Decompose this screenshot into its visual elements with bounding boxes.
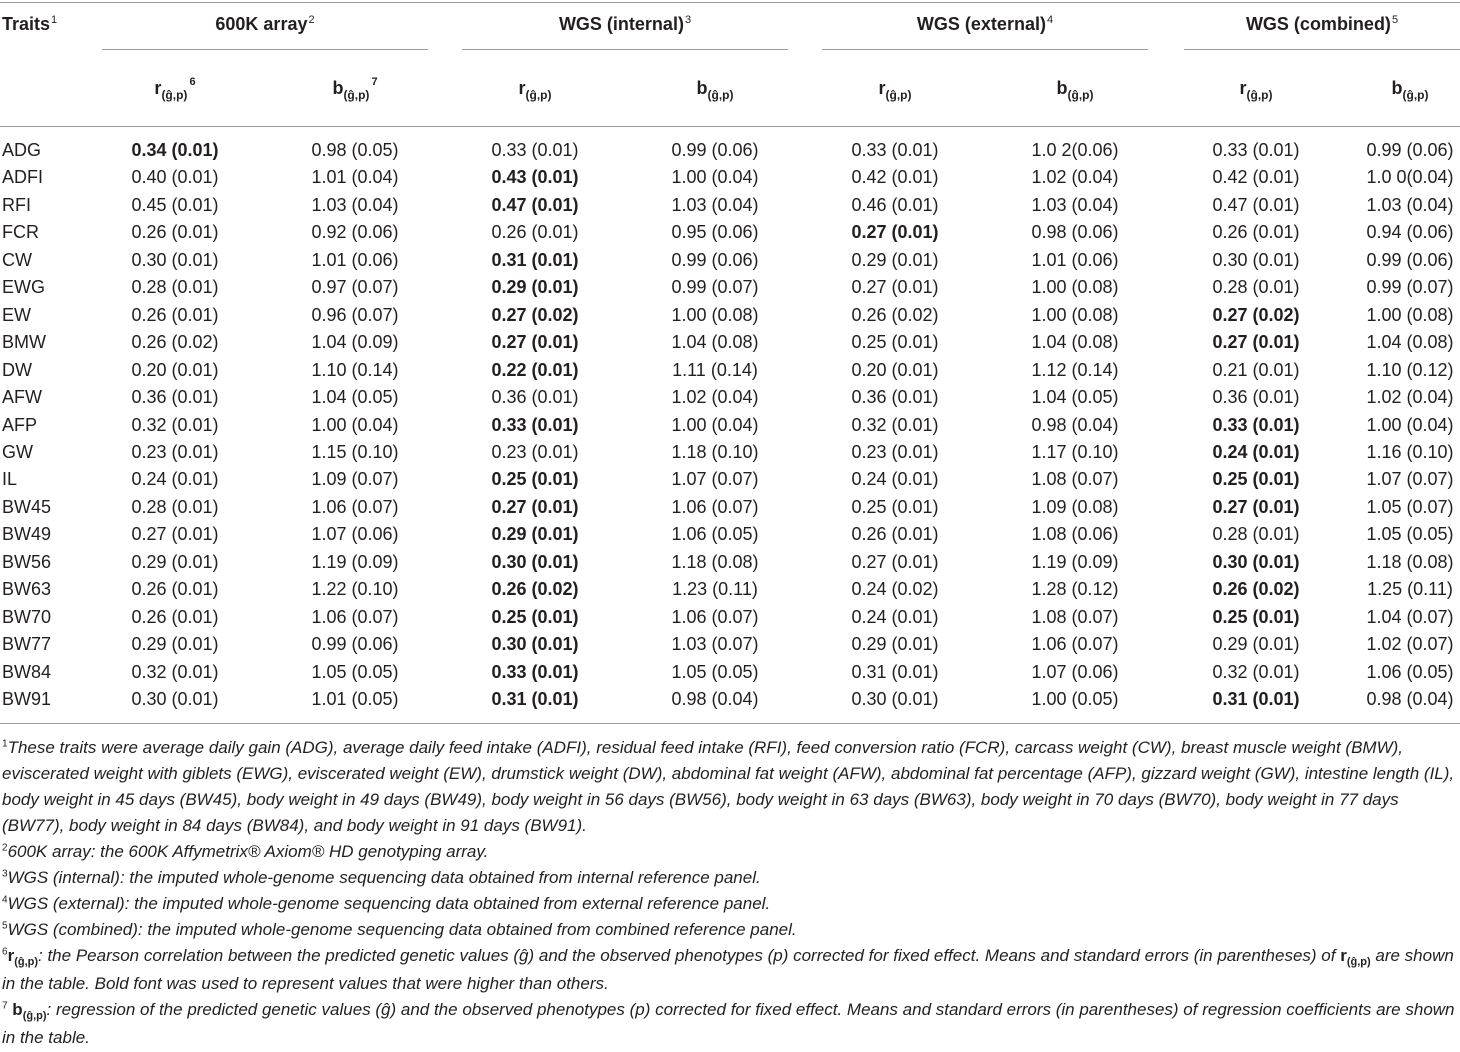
table-cell: 1.19 (0.09): [1031, 551, 1119, 572]
table-cell: 0.98 (0.04): [1366, 689, 1454, 709]
table-cell: 0.99 (0.07): [1366, 277, 1454, 298]
b-header-4: $b_{(ĝ,p)}$: [1391, 78, 1429, 102]
table-row: [0, 167, 1460, 194]
trait-name: ADG: [2, 140, 42, 160]
trait-name: IL: [2, 469, 18, 490]
table-cell: 0.26 (0.02): [851, 304, 939, 325]
table-cell: 1.01 (0.05): [311, 689, 399, 709]
table-cell: 1.06 (0.05): [671, 524, 759, 545]
group-underline-wgs-internal: [462, 49, 788, 50]
group-header-wgs-internal: WGS (internal)$^3$: [558, 14, 692, 34]
trait-name: CW: [2, 249, 32, 270]
table-cell: 1.02 (0.04): [671, 387, 759, 408]
table-cell: 0.33 (0.01): [1212, 414, 1300, 435]
table-cell: 0.32 (0.01): [1212, 661, 1300, 682]
table-row: [0, 140, 1460, 167]
table-cell: 0.99 (0.06): [671, 249, 759, 270]
table-top-rule: [0, 2, 1460, 3]
trait-name: BW63: [2, 579, 52, 600]
table-row: [0, 222, 1460, 249]
table-cell: 0.27 (0.01): [1212, 496, 1300, 517]
table-cell: 1.16 (0.10): [1366, 441, 1454, 462]
table-cell: 0.23 (0.01): [131, 441, 219, 462]
table-cell: 1.03 (0.04): [1031, 194, 1119, 215]
table-cell: 0.30 (0.01): [131, 689, 219, 709]
table-row: [0, 689, 1460, 716]
trait-name: ADFI: [2, 167, 44, 188]
table-cell: 0.29 (0.01): [131, 634, 219, 655]
table-cell: 0.27 (0.01): [491, 332, 579, 353]
table-cell: 1.08 (0.07): [1031, 606, 1119, 627]
table-cell: 1.01 (0.04): [311, 167, 399, 188]
table-cell: 1.04 (0.08): [1031, 332, 1119, 353]
table-cell: 0.24 (0.02): [851, 579, 939, 600]
table-cell: 0.25 (0.01): [851, 496, 939, 517]
table-row: [0, 552, 1460, 579]
table-row: [0, 415, 1460, 442]
table-cell: 1.07 (0.06): [1031, 661, 1119, 682]
table-cell: 0.26 (0.02): [491, 579, 579, 600]
table-cell: 0.33 (0.01): [491, 140, 579, 160]
table-cell: 0.25 (0.01): [851, 332, 939, 353]
table-cell: 0.27 (0.01): [851, 551, 939, 572]
trait-name: EWG: [2, 277, 45, 298]
table-cell: 0.30 (0.01): [1212, 551, 1300, 572]
table-row: [0, 387, 1460, 414]
trait-name: EW: [2, 304, 31, 325]
table-cell: 1.00 (0.08): [1031, 277, 1119, 298]
footnote-4: $^4$WGS (external): the imputed whole-genome sequencing data obtained from external reference panel.: [2, 894, 771, 913]
table-cell: 0.29 (0.01): [131, 551, 219, 572]
trait-name: AFP: [2, 414, 38, 435]
table-cell: 0.97 (0.07): [311, 277, 399, 298]
table-cell: 1.0 0(0.04): [1366, 167, 1454, 188]
table-cell: 1.07 (0.07): [1366, 469, 1454, 490]
trait-name: BW77: [2, 634, 52, 655]
table-cell: 0.31 (0.01): [1212, 689, 1300, 709]
table-cell: 1.06 (0.07): [671, 496, 759, 517]
table-cell: 0.24 (0.01): [851, 606, 939, 627]
table-cell: 1.04 (0.05): [1031, 387, 1119, 408]
table-cell: 1.05 (0.05): [311, 661, 399, 682]
trait-name: GW: [2, 441, 33, 462]
table-cell: 0.26 (0.01): [491, 222, 579, 243]
table-cell: 1.07 (0.07): [671, 469, 759, 490]
table-row: [0, 305, 1460, 332]
table-cell: 0.31 (0.01): [491, 689, 579, 709]
trait-name: DW: [2, 359, 32, 380]
table-cell: 1.06 (0.07): [1031, 634, 1119, 655]
table-cell: 0.36 (0.01): [491, 387, 579, 408]
table-cell: 0.29 (0.01): [851, 249, 939, 270]
table-cell: 0.20 (0.01): [131, 359, 219, 380]
table-cell: 0.33 (0.01): [1212, 140, 1300, 160]
table-cell: 1.02 (0.07): [1366, 634, 1454, 655]
footnote-3: $^3$WGS (internal): the imputed whole-genome sequencing data obtained from internal reference panel.: [2, 868, 761, 887]
table-cell: 0.26 (0.02): [1212, 579, 1300, 600]
table-cell: 0.25 (0.01): [1212, 606, 1300, 627]
r-header-3: $r_{(ĝ,p)}$: [878, 78, 912, 102]
table-cell: 0.33 (0.01): [851, 140, 939, 160]
table-cell: 0.25 (0.01): [491, 606, 579, 627]
table-cell: 0.31 (0.01): [491, 249, 579, 270]
table-cell: 1.09 (0.08): [1031, 496, 1119, 517]
table-cell: 1.00 (0.05): [1031, 689, 1119, 709]
table-cell: 0.31 (0.01): [851, 661, 939, 682]
table-cell: 0.29 (0.01): [491, 277, 579, 298]
table-cell: 1.25 (0.11): [1367, 579, 1453, 600]
table-cell: 0.42 (0.01): [1212, 167, 1300, 188]
table-cell: 0.98 (0.04): [1031, 414, 1119, 435]
table-cell: 1.03 (0.07): [671, 634, 759, 655]
footnote-1: $^1$These traits were average daily gain (ADG), average daily feed intake (ADFI), residual feed intake (RFI), feed conversion ratio (FCR), carcass weight (CW), breast muscle weight (BMW), eviscerated weight with giblets (EWG), eviscerated weight (EW), drumstick weight (DW), abdominal fat weight (AFW), abdominal fat percentage (AFP), gizzard weight (GW), intestine length (IL), body weight in 45 days (BW45), body weight in 49 days (BW49), body weight in 56 days (BW56), body weight in 63 days (BW63), body weight in 70 days (BW70), body weight in 77 days (BW77), body weight in 84 days (BW84), and body weight in 91 days (BW91).: [2, 738, 1455, 835]
group-header-wgs-combined: WGS (combined)$^5$: [1245, 14, 1399, 34]
table-cell: 1.23 (0.11): [672, 579, 758, 600]
table-cell: 0.34 (0.01): [131, 140, 219, 160]
table-cell: 0.45 (0.01): [131, 194, 219, 215]
table-cell: 0.30 (0.01): [851, 689, 939, 709]
table-cell: 1.04 (0.07): [1366, 606, 1454, 627]
table-cell: 0.23 (0.01): [491, 441, 579, 462]
table-cell: 1.01 (0.06): [311, 249, 399, 270]
table-cell: 0.92 (0.06): [311, 222, 399, 243]
table-cell: 0.25 (0.01): [1212, 469, 1300, 490]
table-row: [0, 524, 1460, 551]
table-cell: 1.17 (0.10): [1031, 441, 1119, 462]
group-underline-600k: [102, 49, 428, 50]
table-cell: 0.25 (0.01): [491, 469, 579, 490]
table-cell: 0.30 (0.01): [491, 634, 579, 655]
table-cell: 0.27 (0.02): [491, 304, 579, 325]
table-cell: 0.94 (0.06): [1366, 222, 1454, 243]
table-cell: 0.23 (0.01): [851, 441, 939, 462]
table-cell: 0.26 (0.01): [131, 579, 219, 600]
table-cell: 0.26 (0.01): [131, 304, 219, 325]
table-cell: 1.18 (0.08): [1366, 551, 1454, 572]
table-cell: 1.00 (0.04): [671, 414, 759, 435]
table-cell: 1.08 (0.06): [1031, 524, 1119, 545]
table-cell: 1.02 (0.04): [1031, 167, 1119, 188]
table-row: [0, 662, 1460, 689]
table-cell: 0.24 (0.01): [131, 469, 219, 490]
table-row: [0, 250, 1460, 277]
table-cell: 1.05 (0.05): [671, 661, 759, 682]
table-cell: 1.04 (0.08): [671, 332, 759, 353]
table-row: [0, 469, 1460, 496]
table-cell: 0.24 (0.01): [1212, 441, 1300, 462]
table-cell: 0.33 (0.01): [491, 414, 579, 435]
table-cell: 0.47 (0.01): [1212, 194, 1300, 215]
group-header-600k: 600K array$^2$: [215, 14, 315, 34]
table-cell: 0.42 (0.01): [851, 167, 939, 188]
table-cell: 0.29 (0.01): [1212, 634, 1300, 655]
trait-name: BW45: [2, 496, 52, 517]
table-cell: 0.28 (0.01): [1212, 524, 1300, 545]
footnote-5: $^5$WGS (combined): the imputed whole-genome sequencing data obtained from combined reference panel.: [2, 920, 797, 939]
table-cell: 0.98 (0.05): [311, 140, 399, 160]
table-cell: 0.28 (0.01): [131, 496, 219, 517]
table-cell: 0.24 (0.01): [851, 469, 939, 490]
table-cell: 1.12 (0.14): [1031, 359, 1119, 380]
table-row: [0, 634, 1460, 661]
trait-name: FCR: [2, 222, 39, 243]
trait-name: BW91: [2, 689, 52, 709]
table-cell: 0.99 (0.06): [1366, 249, 1454, 270]
trait-name: BW84: [2, 661, 52, 682]
table-cell: 0.26 (0.01): [131, 606, 219, 627]
table-cell: 1.06 (0.07): [311, 606, 399, 627]
table-cell: 0.46 (0.01): [851, 194, 939, 215]
footnote-7: $^7$ $b_{(ĝ,p)}$: regression of the predicted genetic values (ĝ) and the observed phenotypes (p) corrected for fixed effect. Means and standard errors (in parentheses) of regression coefficients are shown in the table.: [2, 1000, 1455, 1047]
table-cell: 1.01 (0.06): [1031, 249, 1119, 270]
footnote-2: $^2$600K array: the 600K Affymetrix® Axiom® HD genotyping array.: [2, 842, 489, 861]
table-cell: 1.03 (0.04): [311, 194, 399, 215]
table-cell: 0.20 (0.01): [851, 359, 939, 380]
table-cell: 0.30 (0.01): [491, 551, 579, 572]
trait-name: BMW: [2, 332, 46, 353]
table-cell: 1.05 (0.07): [1366, 496, 1454, 517]
table-cell: 0.27 (0.01): [1212, 332, 1300, 353]
table-cell: 1.22 (0.10): [311, 579, 399, 600]
table-row: [0, 277, 1460, 304]
group-underline-wgs-external: [822, 49, 1148, 50]
table-cell: 0.33 (0.01): [491, 661, 579, 682]
table-cell: 0.99 (0.06): [311, 634, 399, 655]
header-bottom-rule: [0, 126, 1460, 127]
table-cell: 0.98 (0.04): [671, 689, 759, 709]
table-row: [0, 332, 1460, 359]
table-cell: 0.32 (0.01): [131, 661, 219, 682]
table-cell: 1.07 (0.06): [311, 524, 399, 545]
table-cell: 0.99 (0.06): [671, 140, 759, 160]
footnotes: [2, 735, 1458, 1051]
table-cell: 0.28 (0.01): [131, 277, 219, 298]
trait-name: BW49: [2, 524, 52, 545]
table-cell: 0.32 (0.01): [131, 414, 219, 435]
table-cell: 1.04 (0.05): [311, 387, 399, 408]
table-cell: 1.00 (0.08): [671, 304, 759, 325]
table-cell: 0.99 (0.07): [671, 277, 759, 298]
table-cell: 1.10 (0.12): [1366, 359, 1454, 380]
table-cell: 1.00 (0.04): [311, 414, 399, 435]
table-cell: 0.27 (0.02): [1212, 304, 1300, 325]
group-header-wgs-external: WGS (external)$^4$: [916, 14, 1054, 34]
table-cell: 1.19 (0.09): [311, 551, 399, 572]
table-cell: 0.26 (0.01): [851, 524, 939, 545]
table-cell: 1.0 2(0.06): [1031, 140, 1119, 160]
table-cell: 1.08 (0.07): [1031, 469, 1119, 490]
table-cell: 0.27 (0.01): [131, 524, 219, 545]
table-cell: 1.11 (0.14): [672, 359, 758, 380]
trait-name: RFI: [2, 194, 31, 215]
table-cell: 1.00 (0.08): [1031, 304, 1119, 325]
table-cell: 0.26 (0.01): [1212, 222, 1300, 243]
table-row: [0, 195, 1460, 222]
table-cell: 1.15 (0.10): [311, 441, 399, 462]
table-cell: 0.29 (0.01): [491, 524, 579, 545]
table-cell: 1.10 (0.14): [311, 359, 399, 380]
b-header-2: $b_{(ĝ,p)}$: [696, 78, 734, 102]
group-underline-wgs-combined: [1184, 49, 1460, 50]
table-cell: 0.36 (0.01): [851, 387, 939, 408]
table-cell: 0.26 (0.01): [131, 222, 219, 243]
footnote-6: $^6r_{(ĝ,p)}$: the Pearson correlation between the predicted genetic values (ĝ) and the observed phenotypes (p) corrected for fixed effect. Means and standard errors (in parentheses) of $r_{(ĝ,p)}$ are shown in the table. Bold font was used to represent values that were higher than others.: [2, 946, 1454, 993]
table-cell: 0.22 (0.01): [491, 359, 579, 380]
table-cell: 0.30 (0.01): [1212, 249, 1300, 270]
r-header-2: $r_{(ĝ,p)}$: [518, 78, 552, 102]
table-cell: 1.06 (0.07): [311, 496, 399, 517]
table-cell: 0.26 (0.02): [131, 332, 219, 353]
table-cell: 0.21 (0.01): [1212, 359, 1300, 380]
trait-name: AFW: [2, 387, 42, 408]
table-cell: 0.32 (0.01): [851, 414, 939, 435]
table-cell: 0.28 (0.01): [1212, 277, 1300, 298]
table-cell: 0.29 (0.01): [851, 634, 939, 655]
r-header-4: $r_{(ĝ,p)}$: [1239, 78, 1273, 102]
table-cell: 0.98 (0.06): [1031, 222, 1119, 243]
table-cell: 1.00 (0.04): [671, 167, 759, 188]
table-cell: 1.03 (0.04): [1366, 194, 1454, 215]
table-row: [0, 360, 1460, 387]
table-cell: 1.04 (0.09): [311, 332, 399, 353]
table-cell: 0.30 (0.01): [131, 249, 219, 270]
table-cell: 0.27 (0.01): [851, 222, 939, 243]
table-cell: 1.00 (0.08): [1366, 304, 1454, 325]
table-row: [0, 497, 1460, 524]
table-cell: 1.02 (0.04): [1366, 387, 1454, 408]
table-cell: 1.06 (0.05): [1366, 661, 1454, 682]
table-cell: 0.36 (0.01): [131, 387, 219, 408]
table-cell: 0.99 (0.06): [1366, 140, 1454, 160]
r-header-1: $r_{(ĝ,p)}^6$: [154, 76, 196, 102]
b-header-1: $b_{(ĝ,p)}^7$: [332, 76, 378, 102]
table-cell: 0.27 (0.01): [851, 277, 939, 298]
table-bottom-rule: [0, 723, 1460, 724]
b-header-3: $b_{(ĝ,p)}$: [1056, 78, 1094, 102]
table-row: [0, 579, 1460, 606]
table-cell: 1.04 (0.08): [1366, 332, 1454, 353]
table-cell: 0.40 (0.01): [131, 167, 219, 188]
traits-header: Traits$^1$: [2, 14, 58, 34]
table-cell: 1.00 (0.04): [1366, 414, 1454, 435]
table-cell: 0.95 (0.06): [671, 222, 759, 243]
table-cell: 0.27 (0.01): [491, 496, 579, 517]
table-row: [0, 607, 1460, 634]
table-cell: 0.47 (0.01): [491, 194, 579, 215]
table-cell: 0.36 (0.01): [1212, 387, 1300, 408]
table-row: [0, 442, 1460, 469]
trait-name: BW70: [2, 606, 52, 627]
table-cell: 1.06 (0.07): [671, 606, 759, 627]
table-cell: 1.05 (0.05): [1366, 524, 1454, 545]
table-cell: 1.18 (0.08): [671, 551, 759, 572]
table-cell: 1.09 (0.07): [311, 469, 399, 490]
table-cell: 1.18 (0.10): [671, 441, 759, 462]
trait-name: BW56: [2, 551, 52, 572]
table-cell: 1.28 (0.12): [1031, 579, 1119, 600]
table-cell: 0.43 (0.01): [491, 167, 579, 188]
table-cell: 1.03 (0.04): [671, 194, 759, 215]
table-cell: 0.96 (0.07): [311, 304, 399, 325]
